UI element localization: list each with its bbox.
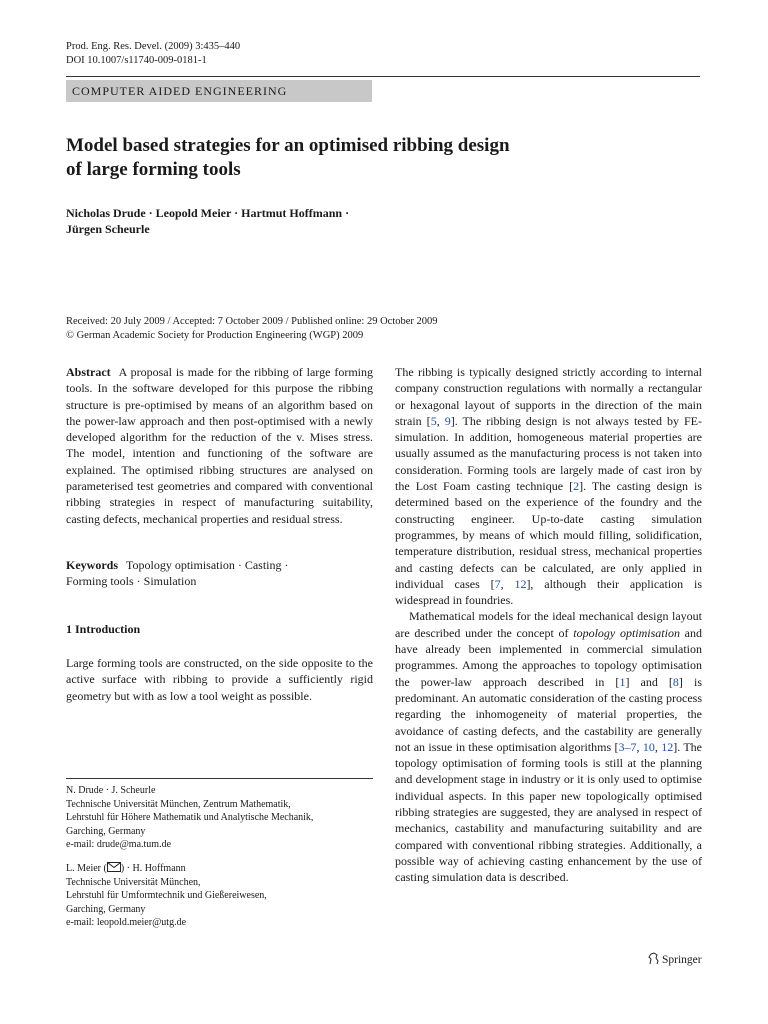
affiliation-2 (66, 862, 373, 930)
doi: DOI 10.1007/s11740-009-0181-1 (66, 55, 207, 66)
header-rule (66, 76, 700, 77)
springer-horse-icon (648, 952, 659, 965)
affiliation-line: Garching, Germany (66, 903, 146, 915)
citation-link[interactable]: 12 (661, 739, 674, 754)
title-line: Model based strategies for an optimised ribbing design (66, 135, 510, 156)
affiliation-1 (66, 784, 373, 852)
affiliation-line: Technische Universität München, (66, 876, 201, 888)
keywords-line: Topology optimisation · Casting · (126, 558, 289, 572)
citation-link[interactable]: 3–7 (618, 739, 637, 754)
section-label: COMPUTER AIDED ENGINEERING (66, 80, 372, 102)
affiliation-email[interactable]: e-mail: leopold.meier@utg.de (66, 917, 187, 928)
title-line: of large forming tools (66, 159, 241, 180)
section-heading-introduction: 1 Introduction (66, 622, 141, 636)
abstract-text: A proposal is made for the ribbing of large forming tools. In the software developed for this purpose the ribbing structure is pre-optimised by means of an algorithm based on the power-law approach and then post-optimised with a newly developed algorithm for the reduction of the v. Mises stress. The model, intention and functioning of the software are explained. The optimised ribbing structures are analysed on parameterised test geometries and compared with conventional ribbing strategies in respect of manufacturing suitability, casting defects, mechanical properties and residual stress. (66, 365, 373, 526)
citation-link[interactable]: 12 (514, 576, 527, 591)
paragraph: The ribbing is typically designed strictly according to internal company construction regulations with normally a rectangular or hexagonal layout of supports in the direction of the main strain [5, 9]. The ribbing design is not always tested by FE-simulation. In addition, homogeneous material properties are usually assumed as the manufacturing process is not taken into consideration. Forming tools are largely made of cast iron by the Lost Foam casting technique [2]. The casting design is determined based on the experience of the foundry and the constructing engineer. Up-to-date casting simulation programmes, by means of which mould filling, solidification, temperature distribution, residual stress, mechanical properties and casting defects can be calculated, are only applied in individual cases [7, 12], although their application is widespread in foundries. (395, 365, 703, 608)
keywords-label: Keywords (66, 558, 118, 572)
keywords (66, 557, 373, 590)
citation-link[interactable]: 7 (494, 576, 501, 591)
footnote-rule (66, 778, 373, 779)
affiliation-line: Technische Universität München, Zentrum Mathematik, (66, 798, 291, 810)
citation-link[interactable]: 5 (430, 413, 437, 428)
author-list (66, 205, 396, 237)
affiliation-email[interactable]: e-mail: drude@ma.tum.de (66, 839, 172, 850)
affiliation-line: Lehrstuhl für Umformtechnik und Gießereiwesen, (66, 890, 267, 901)
affiliation-line: Lehrstuhl für Höhere Mathematik und Analytische Mechanik, (66, 812, 314, 823)
envelope-icon (107, 862, 121, 872)
received-dates: Received: 20 July 2009 / Accepted: 7 October 2009 / Published online: 29 October 2009 (66, 316, 438, 327)
author-line: Nicholas Drude · Leopold Meier · Hartmut Hoffmann · (66, 206, 350, 220)
journal-citation: Prod. Eng. Res. Devel. (2009) 3:435–440 (66, 41, 241, 52)
citation-link[interactable]: 10 (642, 739, 655, 754)
publisher-name: Springer (662, 954, 702, 966)
author-line: Jürgen Scheurle (66, 222, 150, 236)
citation-link[interactable]: 2 (573, 479, 580, 494)
citation-link[interactable]: 1 (619, 674, 626, 689)
copyright-line: © German Academic Society for Production Engineering (WGP) 2009 (66, 330, 364, 341)
publication-dates (66, 315, 438, 343)
affiliation-names: L. Meier ( ) · H. Hoffmann (66, 863, 186, 874)
citation-link[interactable]: 8 (672, 674, 679, 689)
paragraph: Mathematical models for the ideal mechanical design layout are described under the concept of topology optimisation and have already been implemented in commercial simulation programmes. Among the approaches to topology optimisation the power-law approach described in [1] and [8] is predominant. An automatic consideration of the casting process regarding the inhomogeneity of material properties, the avoidance of casting defects, and the castability are generally not an issue in these optimisation algorithms [3–7, 10, 12]. The topology optimisation of forming tools is still at the planning and development stage in industry or it is only used to optimise individual aspects. In this paper new topologically optimised ribbing strategies are suggested, they are analysed in respect of mechanics, castability and manufacturing suitability and are compared with conventional ribbing strategies. Additionally, a possible way of achieving casting enhancement by the use of casting simulation data is described. (395, 609, 703, 885)
affiliation-names: N. Drude · J. Scheurle (66, 785, 156, 796)
abstract-label: Abstract (66, 365, 111, 379)
abstract (66, 364, 373, 527)
affiliation-line: Garching, Germany (66, 825, 146, 837)
publisher-mark (648, 952, 702, 966)
article-title (66, 134, 626, 182)
citation-link[interactable]: 9 (444, 413, 451, 428)
intro-paragraph: Large forming tools are constructed, on the side opposite to the active surface with ribbing to provide a sufficiently rigid geometry but with as low a tool weight as possible. (66, 656, 373, 703)
right-column (395, 364, 702, 886)
keywords-line: Forming tools · Simulation (66, 574, 197, 589)
